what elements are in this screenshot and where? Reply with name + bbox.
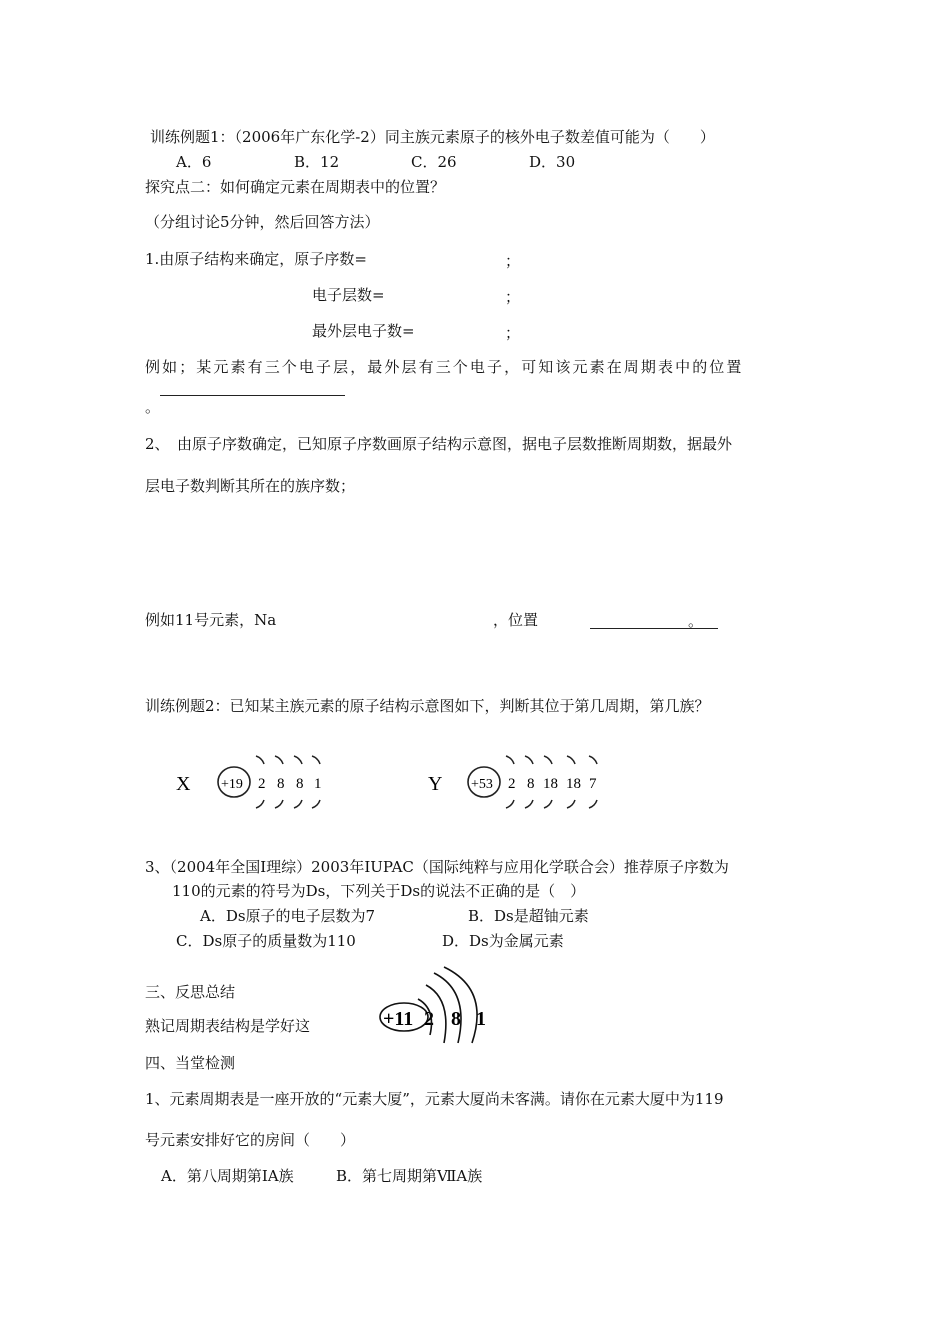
point2-note: （分组讨论5分钟，然后回答方法）: [145, 213, 380, 231]
nucleus-y: +53: [471, 777, 493, 792]
semicolon: ；: [505, 252, 521, 270]
q1-option-d: D．30: [529, 153, 576, 171]
method2-line1: 2、 由原子序数确定，已知原子序数画原子结构示意图，据电子层数推断周期数，据最外: [145, 435, 733, 453]
shell-x-1: 2: [258, 776, 266, 792]
section3-title: 三、反思总结: [145, 983, 236, 1001]
method1-outer: 最外层电子数=: [312, 322, 415, 340]
q3-option-c: C．Ds原子的质量数为110: [176, 932, 356, 950]
section3-text: 熟记周期表结构是学好这: [145, 1017, 311, 1035]
q1-option-b: B．12: [294, 153, 340, 171]
q2-stem: 训练例题2：已知某主族元素的原子结构示意图如下，判断其位于第几周期，第几族？: [145, 697, 710, 715]
shell-x-2: 8: [277, 776, 285, 792]
method1-atomic-number: 1.由原子结构来确定，原子序数=: [145, 250, 367, 268]
section4-title: 四、当堂检测: [145, 1054, 236, 1072]
shell-na-3: 1: [476, 1008, 486, 1030]
q1-stem: 训练例题1：（2006年广东化学-2）同主族元素原子的核外电子数差值可能为（ ）: [150, 128, 715, 146]
shell-y-4: 18: [566, 776, 581, 792]
section4-q1-line1: 1、元素周期表是一座开放的“元素大厦”，元素大厦尚未客满。请你在元素大厦中为119: [145, 1090, 724, 1108]
nucleus-x: +19: [221, 777, 243, 792]
shell-x-4: 1: [314, 776, 322, 792]
atom-diagram-x: [170, 750, 330, 812]
na-position-label: ，位置: [493, 611, 539, 629]
q1-option-a: A．6: [176, 153, 212, 171]
shell-y-2: 8: [527, 776, 535, 792]
method2-line2: 层电子数判断其所在的族序数；: [145, 477, 356, 495]
q1-option-c: C．26: [411, 153, 457, 171]
q3-line2: 110的元素的符号为Ds，下列关于Ds的说法不正确的是（ ）: [172, 882, 586, 900]
shell-y-5: 7: [589, 776, 597, 792]
point2-heading: 探究点二：如何确定元素在周期表中的位置？: [145, 178, 446, 196]
semicolon: ；: [505, 324, 521, 342]
period-mark: 。: [145, 398, 161, 416]
section4-q1-line2: 号元素安排好它的房间（ ）: [145, 1131, 356, 1149]
nucleus-na: +11: [383, 1008, 414, 1030]
shell-x-3: 8: [296, 776, 304, 792]
element-x-symbol: X: [176, 773, 191, 795]
shell-arcs: [256, 756, 320, 808]
answer-blank: [160, 395, 345, 396]
element-y-symbol: Y: [428, 773, 443, 795]
example-text: 例如；某元素有三个电子层，最外层有三个电子，可知该元素在周期表中的位置: [145, 358, 744, 376]
shell-arcs: [418, 967, 477, 1043]
q3-option-b: B．Ds是超铀元素: [468, 907, 589, 925]
section4-option-a: A．第八周期第ⅠA族: [161, 1167, 294, 1185]
atom-diagram-na: [378, 965, 498, 1045]
na-end-mark: 。: [688, 612, 704, 630]
q3-line1: 3、（2004年全国Ⅰ理综）2003年IUPAC（国际纯粹与应用化学联合会）推荐原子序数为: [145, 858, 729, 876]
section4-option-b: B．第七周期第ⅦA族: [336, 1167, 483, 1185]
atom-diagram-y: [424, 750, 604, 812]
shell-y-3: 18: [543, 776, 558, 792]
method1-layers: 电子层数=: [312, 286, 385, 304]
na-example: 例如11号元素，Na: [145, 611, 277, 629]
shell-na-1: 2: [424, 1008, 434, 1030]
shell-y-1: 2: [508, 776, 516, 792]
shell-na-2: 8: [451, 1008, 461, 1030]
semicolon: ；: [505, 288, 521, 306]
q3-option-d: D．Ds为金属元素: [442, 932, 564, 950]
q3-option-a: A．Ds原子的电子层数为7: [200, 907, 376, 925]
